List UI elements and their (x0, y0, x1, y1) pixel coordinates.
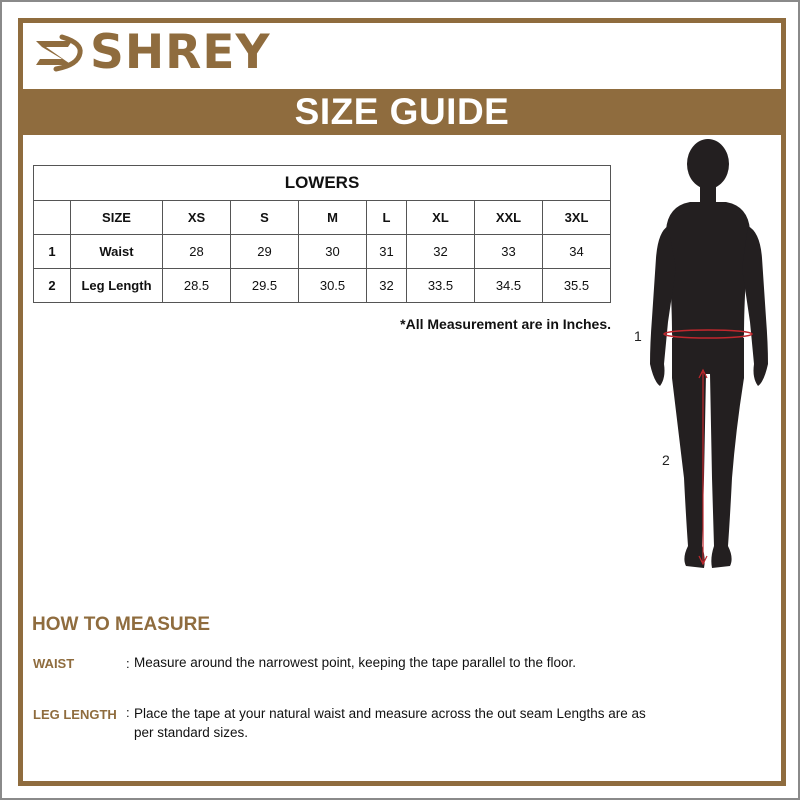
row-number: 1 (34, 235, 71, 269)
marker-2: 2 (662, 452, 670, 468)
row-label: Leg Length (71, 269, 163, 303)
waist-colon: : (126, 656, 130, 671)
table-cell: 28.5 (163, 269, 231, 303)
table-title: LOWERS (34, 166, 611, 201)
column-header: S (231, 201, 299, 235)
measurement-note: *All Measurement are in Inches. (400, 316, 611, 332)
leg-length-label: LEG LENGTH (33, 707, 117, 722)
table-cell: 30 (299, 235, 367, 269)
brand-logo (32, 25, 271, 80)
banner-title: SIZE GUIDE (294, 91, 510, 132)
how-to-measure-title: HOW TO MEASURE (32, 614, 211, 635)
column-header: 3XL (542, 201, 610, 235)
table-cell: 35.5 (542, 269, 610, 303)
brand-name: SHREY (90, 25, 271, 80)
body-silhouette-icon (650, 139, 768, 568)
table-header-row (34, 201, 611, 235)
table-cell: 32 (367, 269, 407, 303)
column-header: XS (163, 201, 231, 235)
waist-label: WAIST (33, 656, 75, 671)
table-cell: 34.5 (474, 269, 542, 303)
column-header: L (367, 201, 407, 235)
title-banner (18, 89, 786, 135)
column-header: SIZE (71, 201, 163, 235)
leg-length-description-line2: per standard sizes. (134, 725, 249, 740)
size-table (33, 165, 611, 303)
table-cell: 33.5 (406, 269, 474, 303)
table-cell (34, 201, 71, 235)
leg-length-description-line1: Place the tape at your natural waist and measure across the out seam Lengths are as (134, 706, 646, 721)
table-cell: 33 (474, 235, 542, 269)
table-row (34, 269, 611, 303)
table-cell: 29 (231, 235, 299, 269)
table-title-row (34, 166, 611, 201)
row-label: Waist (71, 235, 163, 269)
table-cell: 34 (542, 235, 610, 269)
column-header: XL (406, 201, 474, 235)
table-cell: 30.5 (299, 269, 367, 303)
body-silhouette-figure (634, 138, 780, 578)
table-cell: 32 (406, 235, 474, 269)
column-header: M (299, 201, 367, 235)
table-cell: 31 (367, 235, 407, 269)
table-row (34, 235, 611, 269)
table-cell: 28 (163, 235, 231, 269)
marker-1: 1 (634, 328, 642, 344)
table-cell: 29.5 (231, 269, 299, 303)
leg-length-colon: : (126, 705, 130, 720)
column-header: XXL (474, 201, 542, 235)
waist-description: Measure around the narrowest point, keeping the tape parallel to the floor. (134, 655, 577, 670)
shrey-logo-icon (32, 33, 84, 73)
row-number: 2 (34, 269, 71, 303)
